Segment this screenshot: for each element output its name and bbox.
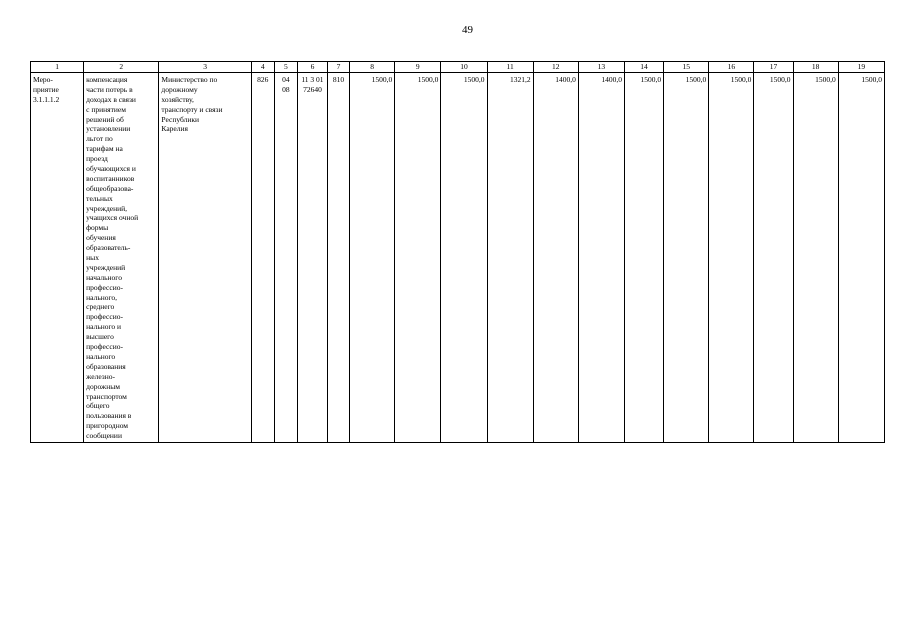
cell-line: приятие (33, 84, 59, 94)
cell-line: высшего (86, 332, 114, 342)
cell-line: воспитанников (86, 173, 135, 183)
cell-line: доходах в связи (86, 94, 136, 104)
cell-value: 1500,0 (838, 73, 884, 443)
column-header: 3 (159, 62, 251, 73)
cell-line: транспортом (86, 391, 127, 401)
cell-line: части потерь в (86, 84, 133, 94)
column-header: 1 (31, 62, 84, 73)
cell-line: проезд (86, 154, 108, 164)
cell-line: нального и (86, 322, 122, 332)
cell-value: 1500,0 (441, 73, 487, 443)
column-header: 19 (838, 62, 884, 73)
cell-activity (31, 73, 84, 443)
cell-value: 1500,0 (350, 73, 395, 443)
column-header: 15 (664, 62, 709, 73)
cell-line: 72640 (303, 84, 322, 94)
column-header: 11 (487, 62, 533, 73)
column-header: 12 (533, 62, 578, 73)
cell-line: пригородном (86, 421, 129, 431)
cell-line: среднего (86, 302, 115, 312)
cell-line: дорожным (86, 381, 121, 391)
cell-value: 1500,0 (793, 73, 838, 443)
cell-line: тельных (86, 193, 113, 203)
cell-code-7: 810 (327, 73, 349, 443)
column-header: 4 (251, 62, 274, 73)
column-header: 2 (84, 62, 159, 73)
cell-line: Министерство по (161, 75, 218, 84)
cell-line: общего (86, 401, 110, 411)
cell-value: 1500,0 (664, 73, 709, 443)
cell-line: тарифам на (86, 144, 123, 154)
cell-line: профессио- (86, 342, 123, 352)
cell-description (84, 73, 159, 443)
column-header: 13 (578, 62, 624, 73)
column-header: 18 (793, 62, 838, 73)
cell-line: дорожному (161, 84, 198, 94)
cell-line: установлении (86, 124, 131, 134)
cell-line: формы (86, 223, 109, 233)
cell-line: железно- (86, 371, 115, 381)
cell-value: 1321,2 (487, 73, 533, 443)
column-header: 17 (754, 62, 793, 73)
cell-value: 1500,0 (395, 73, 441, 443)
cell-line: 08 (282, 84, 290, 94)
cell-code-4: 826 (251, 73, 274, 443)
cell-ministry (159, 73, 251, 443)
cell-line: обучения (86, 233, 116, 243)
column-header: 7 (327, 62, 349, 73)
column-header: 9 (395, 62, 441, 73)
table-row (31, 73, 885, 443)
cell-line: образователь- (86, 243, 131, 253)
cell-line: компенсация (86, 75, 128, 84)
column-header: 16 (709, 62, 754, 73)
cell-value: 1500,0 (624, 73, 663, 443)
cell-value: 1500,0 (709, 73, 754, 443)
cell-line: профессио- (86, 282, 123, 292)
column-header: 6 (297, 62, 327, 73)
cell-code-5 (274, 73, 297, 443)
budget-table (30, 61, 885, 443)
cell-line: 04 (282, 75, 290, 84)
cell-line: с принятием (86, 104, 126, 114)
cell-line: начального (86, 272, 122, 282)
column-header: 5 (274, 62, 297, 73)
cell-line: Меро- (33, 75, 53, 84)
cell-line: 3.1.1.1.2 (33, 94, 60, 104)
cell-line: сообщении (86, 431, 122, 441)
cell-line: хозяйству, (161, 94, 194, 104)
cell-line: учреждений, (86, 203, 128, 213)
cell-value: 1400,0 (578, 73, 624, 443)
cell-line: льгот по (86, 134, 113, 144)
cell-code-6 (297, 73, 327, 443)
cell-line: Республики (161, 114, 200, 124)
cell-line: учащихся очной (86, 213, 139, 223)
cell-line: обучающихся и (86, 164, 136, 174)
cell-line: пользования в (86, 411, 132, 421)
header-row (31, 62, 885, 73)
column-header: 14 (624, 62, 663, 73)
cell-value: 1500,0 (754, 73, 793, 443)
cell-line: профессио- (86, 312, 123, 322)
cell-line: общеобразова- (86, 183, 134, 193)
cell-line: решений об (86, 114, 124, 124)
cell-line: образования (86, 361, 126, 371)
cell-line: нального (86, 351, 116, 361)
cell-line: 11 3 01 (301, 75, 324, 84)
cell-line: Карелия (161, 124, 188, 134)
column-header: 10 (441, 62, 487, 73)
cell-line: нального, (86, 292, 118, 302)
column-header: 8 (350, 62, 395, 73)
cell-line: транспорту и связи (161, 104, 223, 114)
page-number: 49 (462, 24, 473, 36)
cell-line: ных (86, 253, 99, 263)
cell-value: 1400,0 (533, 73, 578, 443)
cell-line: учреждений (86, 262, 126, 272)
